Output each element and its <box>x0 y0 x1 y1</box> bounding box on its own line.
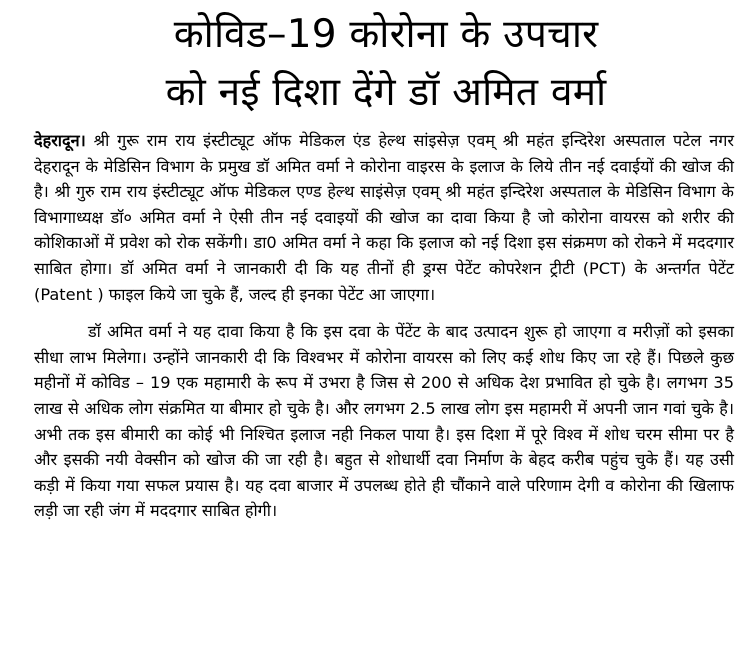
headline-line-2: को नई दिशा देंगे डॉ अमित वर्मा <box>165 70 607 115</box>
headline-line-1: कोविड–19 कोरोना के उपचार <box>173 12 599 57</box>
headline <box>34 6 734 122</box>
paragraph-1 <box>34 128 734 307</box>
paragraph-2: डॉ अमित वर्मा ने यह दावा किया है कि इस दवा के पेंटेंट के बाद उत्पादन शुरू हो जाएगा व मरीज़ों को इसका सीधा लाभ मिलेगा। उन्होंने जानकारी दी कि विश्वभर में कोरोना वायरस को लिए कई शोध किए जा रहे हैं। पिछले कुछ महीनों में कोविड – 19 एक महामारी के रूप में उभरा है जिस से 200 से अधिक देश प्रभावित हो चुके है। लगभग 35 लाख से अधिक लोग संक्रमित या बीमार हो चुके है। और लगभग 2.5 लाख लोग इस महामरी में अपनी जान गवां चुके है। अभी तक इस बीमारी का कोई भी निश्चित इलाज नही निकल पाया है। इस दिशा में पूरे विश्व में शोध चरम सीमा पर है और इसकी नयी वेक्सीन को खोज की जा रही है। बहुत से शोधार्थी दवा निर्माण के बेहद करीब पहुंच चुके हैं। यह उसी कड़ी में किया गया सफल प्रयास है। यह दवा बाजार में उपलब्ध होते ही चौंकाने वाले परिणाम देगी व कोरोना की खिलाफ लड़ी जा रही जंग में मददगार साबित होगी। <box>34 322 734 521</box>
paragraph-1-text: श्री गुरू राम राय इंस्टीट्यूट ऑफ मेडिकल एंड हेल्थ सांइसेज़ एवम् श्री महंत इन्दिरेश अस्पताल पटेल नगर देहरादून के मेडिसिन विभाग के प्रमुख डॉ अमित वर्मा ने कोरोना वाइरस के इलाज के लिये तीन नई दवाईयों की खोज की है। श्री गुरु राम राय इंस्टीट्यूट ऑफ मेडिकल एण्ड हेल्थ साइंसेज़ एवम् श्री महंत इन्दिरेश अस्पताल के मेडिसिन विभाग के विभागाध्यक्ष डॉ० अमित वर्मा ने ऐसी तीन नई दवाइयों की खोज का दावा किया है जो कोरोना वायरस को शरीर की कोशिकाओं में प्रवेश को रोक सकेंगी। डा0 अमित वर्मा ने कहा कि इलाज को नई दिशा इस संक्रमण को रोकने में मददगार साबित होगा। डॉ अमित वर्मा ने जानकारी दी कि यह तीनों ही ड्रग्स पेटेंट कोपरेशन ट्रीटी (PCT) के अन्तर्गत पेटेंट (Patent ) फाइल किये जा चुके हैं, जल्द ही इनका पेटेंट आ जाएगा। <box>34 131 734 304</box>
dateline: देहरादून। <box>34 131 86 150</box>
article-body <box>34 128 734 524</box>
